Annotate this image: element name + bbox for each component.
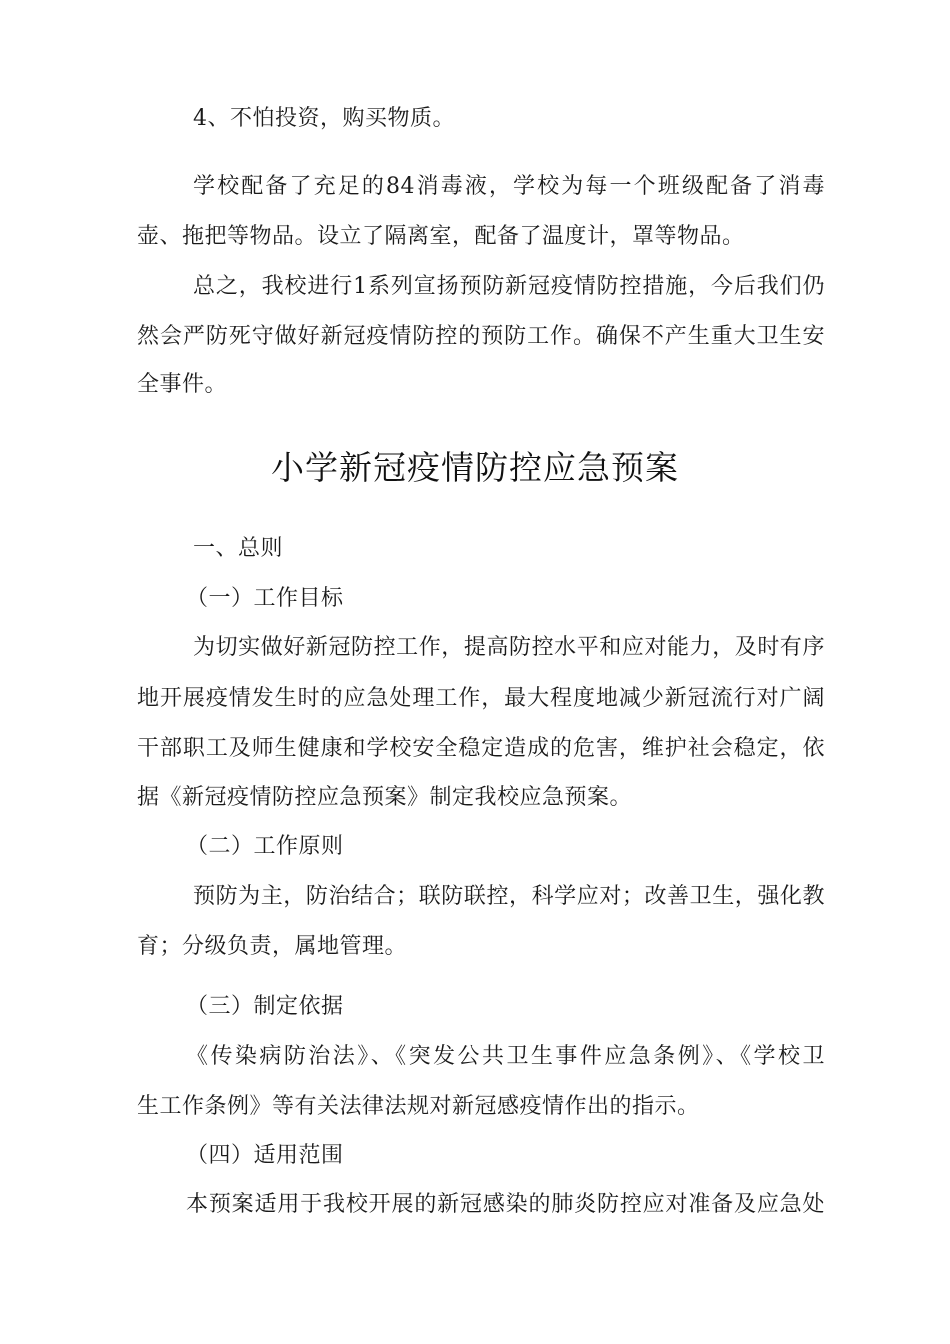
principle-text-line: 育；分级负责，属地管理。 (137, 934, 408, 959)
goal-text-line: 据《新冠疫情防控应急预案》制定我校应急预案。 (137, 785, 633, 810)
principle-text-line: 预防为主，防治结合；联防联控，科学应对；改善卫生，强化教 (193, 884, 825, 909)
summary-line: 全事件。 (137, 372, 228, 397)
subsection-heading: （三）制定依据 (186, 994, 344, 1019)
scope-text-line: 本预案适用于我校开展的新冠感染的肺炎防控应对准备及应急处 (186, 1192, 825, 1217)
item4-text-line: 壶、拖把等物品。设立了隔离室，配备了温度计，罩等物品。 (137, 224, 745, 249)
item4-heading: 4、不怕投资，购买物质。 (193, 106, 455, 131)
goal-text-line: 干部职工及师生健康和学校安全稳定造成的危害，维护社会稳定，依 (137, 736, 825, 761)
basis-text-line: 《传染病防治法》、《突发公共卫生事件应急条例》、《学校卫 (186, 1044, 825, 1069)
summary-line: 总之，我校进行1系列宣扬预防新冠疫情防控措施，今后我们仍 (193, 274, 825, 299)
subsection-heading: （一）工作目标 (186, 586, 344, 611)
section-heading: 一、总则 (193, 536, 284, 561)
goal-text-line: 地开展疫情发生时的应急处理工作，最大程度地减少新冠流行对广阔 (137, 686, 825, 711)
summary-line: 然会严防死守做好新冠疫情防控的预防工作。确保不产生重大卫生安 (137, 324, 825, 349)
subsection-heading: （四）适用范围 (186, 1143, 344, 1168)
document-title: 小学新冠疫情防控应急预案 (271, 448, 679, 487)
item4-text-line: 学校配备了充足的84消毒液，学校为每一个班级配备了消毒 (193, 174, 825, 199)
basis-text-line: 生工作条例》等有关法律法规对新冠感疫情作出的指示。 (137, 1094, 700, 1119)
goal-text-line: 为切实做好新冠防控工作，提高防控水平和应对能力，及时有序 (193, 635, 825, 660)
subsection-heading: （二）工作原则 (186, 834, 344, 859)
